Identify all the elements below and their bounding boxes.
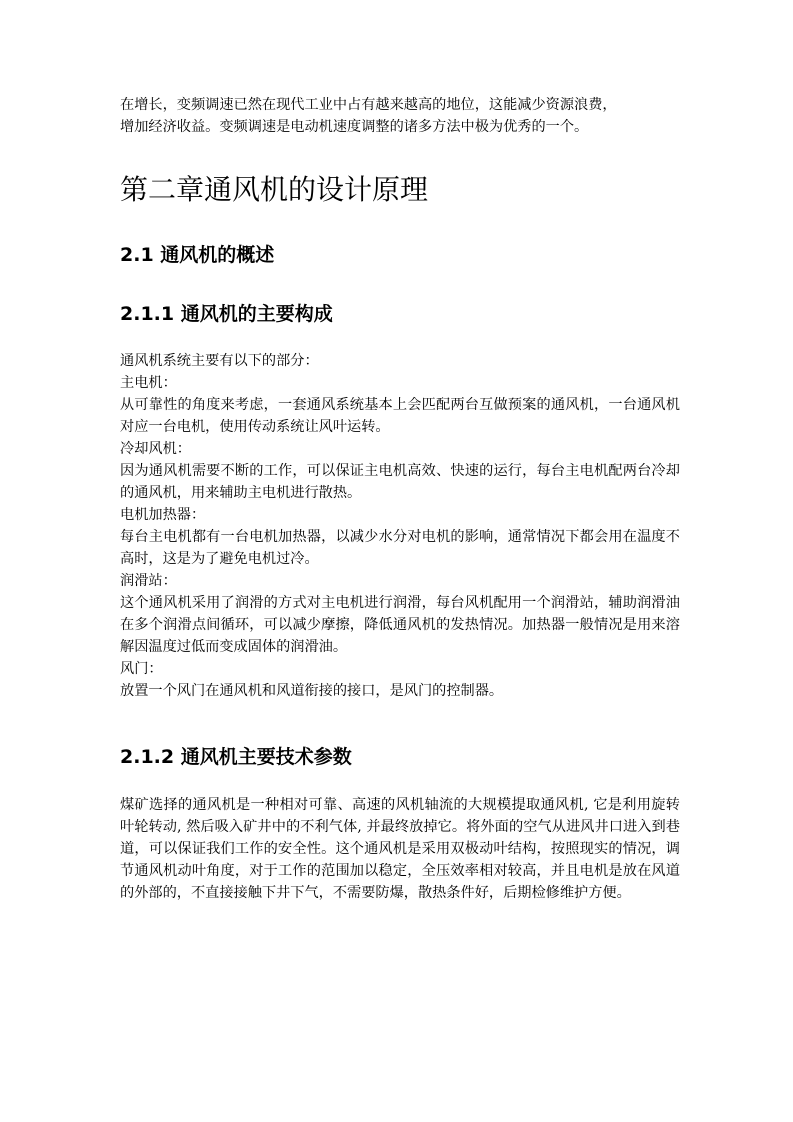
chapter-title: 第二章通风机的设计原理 xyxy=(120,173,429,206)
item-label-lubrication-station: 润滑站： xyxy=(120,573,177,589)
components-lead: 通风机系统主要有以下的部分： xyxy=(120,353,319,369)
item-label-main-motor: 主电机： xyxy=(120,375,177,391)
item-text-main-motor: 从可靠性的角度来考虑，一套通风系统基本上会匹配两台互做预案的通风机，一台通风机对应一台电机，使用传动系统让风叶运转。 xyxy=(120,397,680,435)
section-2-1-1-body xyxy=(120,350,680,702)
item-label-motor-heater: 电机加热器： xyxy=(120,507,206,523)
intro-paragraph xyxy=(120,94,680,138)
document-page xyxy=(120,94,680,904)
item-text-motor-heater: 每台主电机都有一台电机加热器，以减少水分对电机的影响，通常情况下都会用在温度不高时，这是为了避免电机过冷。 xyxy=(120,529,680,567)
item-label-damper: 风门： xyxy=(120,661,163,677)
section-2-1-1-title: 2.1.1 通风机的主要构成 xyxy=(120,303,333,325)
item-label-cooling-fan: 冷却风机： xyxy=(120,441,191,457)
section-2-1-2-paragraph: 煤矿选择的通风机是一种相对可靠、高速的风机轴流的大规模提取通风机, 它是利用旋转叶轮转动, 然后吸入矿井中的不利气体, 并最终放掉它。将外面的空气从进风井口进入到巷道，可以保证我们工作的安全性。这个通风机是采用双极动叶结构，按照现实的情况，调节通风机动叶角度，对于工作的范围加以稳定，全压效率相对较高，并且电机是放在风道的外部的，不直接接触下井下气，不需要防爆，散热条件好，后期检修维护方便。 xyxy=(120,797,680,901)
intro-line-1: 在增长，变频调速已然在现代工业中占有越来越高的地位，这能减少资源浪费， xyxy=(120,97,617,113)
section-2-1-2-title: 2.1.2 通风机主要技术参数 xyxy=(120,746,352,768)
item-text-cooling-fan: 因为通风机需要不断的工作，可以保证主电机高效、快速的运行，每台主电机配两台冷却的通风机，用来辅助主电机进行散热。 xyxy=(120,463,680,501)
item-text-damper: 放置一个风门在通风机和风道衔接的接口，是风门的控制器。 xyxy=(120,683,504,699)
intro-line-2: 增加经济收益。变频调速是电动机速度调整的诸多方法中极为优秀的一个。 xyxy=(120,119,589,135)
section-2-1-title: 2.1 通风机的概述 xyxy=(120,244,275,266)
item-text-lubrication-station: 这个通风机采用了润滑的方式对主电机进行润滑，每台风机配用一个润滑站，辅助润滑油在多个润滑点间循环，可以减少摩擦，降低通风机的发热情况。加热器一般情况是用来溶解因温度过低而变成固体的润滑油。 xyxy=(120,595,680,655)
